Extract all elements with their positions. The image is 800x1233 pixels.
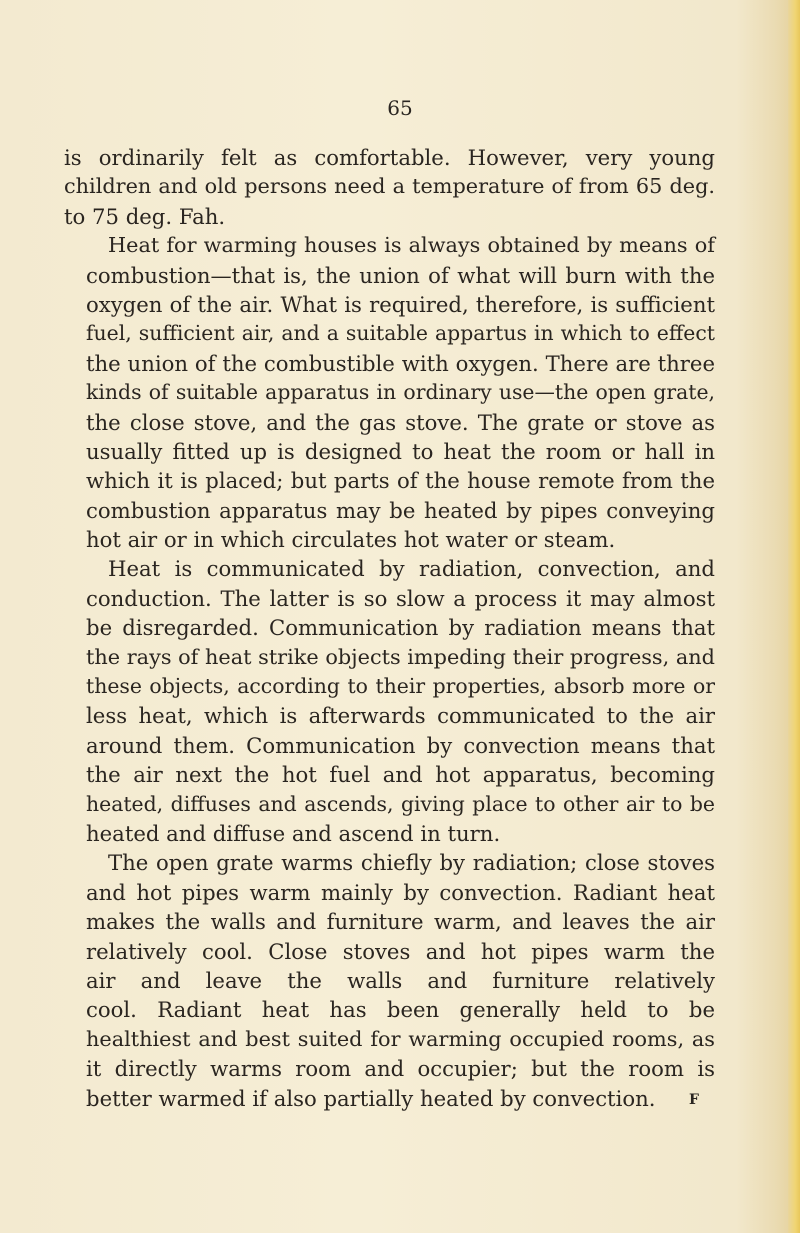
text-line: these objects, according to their properties, absorb more or — [86, 674, 715, 699]
text-line: cool. Radiant heat has been generally held to be — [86, 997, 715, 1023]
text-line: to 75 deg. Fah. — [64, 203, 226, 229]
text-line: the air next the hot fuel and hot apparatus, becoming — [86, 762, 715, 788]
text-line: the union of the combustible with oxygen. There are three — [86, 350, 715, 376]
text-line: and hot pipes warm mainly by convection. Radiant heat — [86, 879, 715, 905]
paragraph — [64, 231, 715, 554]
text-line: Heat for warming houses is always obtained by means of — [108, 233, 715, 258]
text-line: kinds of suitable apparatus in ordinary use—the open grate, — [86, 380, 715, 405]
text-line: is ordinarily felt as comfortable. However, very young — [64, 145, 715, 170]
text-line: fuel, sufficient air, and a suitable appartus in which to effect — [86, 321, 715, 346]
text-line: be disregarded. Communication by radiation means that — [86, 615, 715, 641]
page-edge — [788, 0, 800, 1233]
text-line: healthiest and best suited for warming occupied rooms, as — [86, 1026, 715, 1051]
text-line: better warmed if also partially heated by convection. — [86, 1085, 656, 1111]
text-line: oxygen of the air. What is required, therefore, is sufficient — [86, 291, 715, 317]
text-line: The open grate warms chiefly by radiation; close stoves — [108, 850, 715, 876]
text-line: less heat, which is afterwards communicated to the air — [86, 703, 715, 729]
text-line: usually fitted up is designed to heat the room or hall in — [86, 438, 715, 464]
text-line: heated and diffuse and ascend in turn. — [86, 820, 501, 846]
text-line: it directly warms room and occupier; but the room is — [86, 1056, 715, 1082]
text-line: air and leave the walls and furniture relatively — [86, 967, 715, 993]
paragraph — [64, 554, 715, 848]
text-line: Heat is communicated by radiation, convection, and — [108, 556, 715, 582]
page-number: 65 — [387, 96, 413, 120]
text-line: children and old persons need a temperature of from 65 deg. — [64, 174, 715, 199]
text-line: combustion—that is, the union of what will burn with the — [86, 262, 715, 288]
text-line: the close stove, and the gas stove. The grate or stove as — [86, 409, 715, 435]
text-line: which it is placed; but parts of the house remote from the — [86, 468, 715, 494]
paragraph — [64, 143, 715, 231]
body-text — [64, 143, 715, 1113]
text-line: hot air or in which circulates hot water or steam. — [86, 527, 616, 553]
text-line: the rays of heat strike objects impeding their progress, and — [86, 644, 715, 669]
text-line: combustion apparatus may be heated by pipes conveying — [86, 497, 715, 523]
paragraph — [64, 848, 715, 1113]
text-line: heated, diffuses and ascends, giving place to other air to be — [86, 791, 715, 816]
text-line: conduction. The latter is so slow a process it may almost — [86, 585, 715, 611]
text-line: around them. Communication by convection means that — [86, 732, 715, 758]
text-line: relatively cool. Close stoves and hot pipes warm the — [86, 938, 715, 964]
text-line: makes the walls and furniture warm, and leaves the air — [86, 909, 715, 935]
signature-mark: F — [689, 1092, 699, 1108]
